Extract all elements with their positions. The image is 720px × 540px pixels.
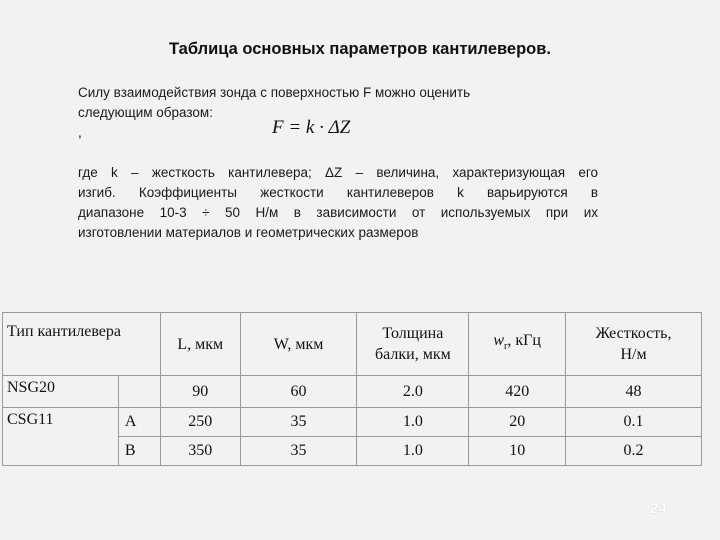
desc-line-1: где k – жесткость кантилевера; ΔZ – величина, характеризующая его (78, 165, 598, 180)
cell-frequency: 10 (469, 437, 566, 466)
intro-line-1: Силу взаимодействия зонда с поверхностью F можно оценить (78, 85, 471, 100)
table-row (3, 408, 702, 437)
formula-lhs: F (272, 117, 284, 138)
cell-thickness: 2.0 (357, 376, 469, 408)
cell-stiffness: 0.2 (566, 437, 702, 466)
cell-sub (118, 376, 160, 408)
description-paragraph (78, 163, 598, 243)
header-thickness-line2: балки, мкм (374, 346, 451, 363)
formula-middle: = k · Δ (283, 117, 340, 138)
force-formula (272, 117, 350, 139)
cell-thickness: 1.0 (357, 408, 469, 437)
desc-line-3: диапазоне 10-3 ÷ 50 Н/м в зависимости от используемых при их (78, 205, 598, 220)
header-stiffness-line2: Н/м (620, 346, 647, 363)
cell-length: 90 (160, 376, 240, 408)
slide-title: Таблица основных параметров кантилеверов. (169, 40, 551, 58)
desc-line-2: изгиб. Коэффициенты жесткости кантилеверов k варьируются в (78, 185, 598, 200)
intro-line-2: следующим образом: (78, 105, 213, 120)
header-length: L, мкм (160, 313, 240, 376)
table-header-row (3, 313, 702, 376)
cell-length: 250 (160, 408, 240, 437)
header-stiffness (566, 313, 702, 376)
cantilever-parameters-table (2, 312, 702, 466)
cell-thickness: 1.0 (357, 437, 469, 466)
cell-stiffness: 0.1 (566, 408, 702, 437)
cell-frequency: 420 (469, 376, 566, 408)
cell-width: 60 (240, 376, 357, 408)
cell-stiffness: 48 (566, 376, 702, 408)
header-thickness (357, 313, 469, 376)
cell-sub: A (118, 408, 160, 437)
cell-width: 35 (240, 408, 357, 437)
formula-rhs: Z (339, 117, 351, 138)
header-frequency-symbol: w (493, 332, 505, 350)
page-number: 24 (650, 500, 667, 517)
header-frequency-unit: , кГц (507, 332, 541, 350)
cell-width: 35 (240, 437, 357, 466)
header-frequency (469, 313, 566, 376)
header-width: W, мкм (240, 313, 357, 376)
table-row (3, 376, 702, 408)
header-type: Тип кантилевера (3, 313, 161, 376)
desc-line-4: изготовлении материалов и геометрических размеров (78, 225, 419, 240)
cell-type: NSG20 (3, 376, 119, 408)
header-stiffness-line1: Жесткость, (595, 325, 672, 342)
cell-length: 350 (160, 437, 240, 466)
header-frequency-subscript: r (504, 341, 508, 353)
cell-sub: B (118, 437, 160, 466)
intro-line-3: , (78, 125, 82, 140)
cell-type: CSG11 (3, 408, 119, 466)
header-thickness-line1: Толщина (382, 325, 444, 342)
cell-frequency: 20 (469, 408, 566, 437)
